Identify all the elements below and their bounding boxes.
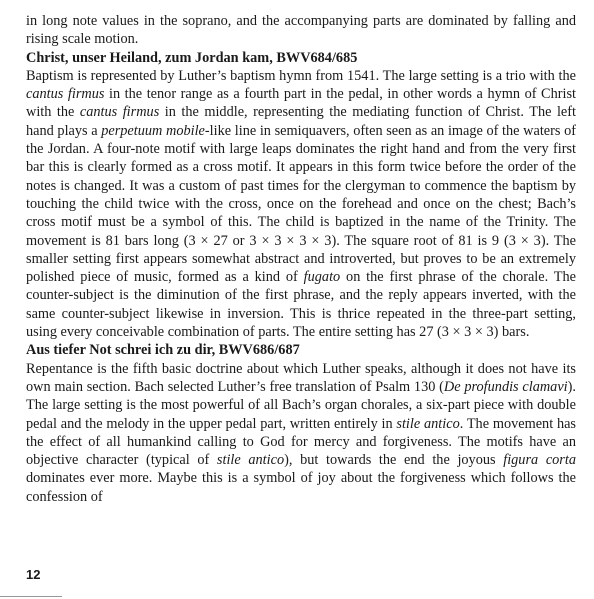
text-run: . The movement has the effect of all humankind calling to God for mercy and forgiveness. The motifs have an objective character (typical of xyxy=(26,415,576,469)
text-run: in the tenor range as a fourth part in the pedal, in other words a hymn of Christ with the xyxy=(26,86,576,121)
text-run: in the middle, representing the mediating function of Christ. The left hand plays a xyxy=(26,104,576,139)
italic-term: cantus firmus xyxy=(79,104,160,121)
italic-term: De profundis clamavi xyxy=(443,378,568,395)
footer-rule xyxy=(0,596,62,597)
text-run: ). The large setting is the most powerful of all Bach’s organ chorales, a six-part piece with double pedal and the melody in the upper pedal part, written entirely in xyxy=(26,378,576,432)
italic-term: stile antico xyxy=(216,452,285,469)
text-run: on the first phrase of the chorale. The counter-subject is the diminution of the first phrase, and the reply appears inverted, with the same counter-subject likewise in inversion. This is thrice repeated in the three-part setting, using every conceivable combination of parts. The entire setting has 27 (3 × 3 × 3) bars. xyxy=(26,269,576,341)
section-heading-bwv686: Aus tiefer Not schrei ich zu dir, BWV686/687 xyxy=(26,342,300,359)
text-run: ), but towards the end the joyous xyxy=(284,452,504,469)
section-paragraph-bwv686 xyxy=(26,360,576,506)
italic-term: figura corta xyxy=(503,452,576,469)
intro-paragraph: in long note values in the soprano, and the accompanying parts are dominated by falling and rising scale motion. xyxy=(26,13,576,48)
italic-term: stile antico xyxy=(396,415,460,432)
text-run: dominates ever more. Maybe this is a symbol of joy about the forgiveness which follows the confession of xyxy=(26,470,576,505)
italic-term: perpetuum mobile xyxy=(101,122,205,139)
text-run: Baptism is represented by Luther’s baptism hymn from 1541. The large setting is a trio with the xyxy=(26,67,576,84)
italic-term: cantus firmus xyxy=(26,86,105,103)
text-run: -like line in semiquavers, often seen as an image of the waters of the Jordan. A four-note motif with large leaps dominates the right hand and from the very first bar this is clearly formed as a cross motif. It appears in this form twice before the order of the notes is changed. It was a custom of past times for the clergyman to commence the baptism by touching the child twice with the cross, once on the forehead and once on the chest; Bach’s cross motif must be a symbol of this. The child is baptized in the name of the Trinity. The movement is 81 bars long (3 × 27 or 3 × 3 × 3 × 3). The square root of 81 is 9 (3 × 3). The smaller setting first appears somewhat abstract and introverted, but proves to be an extremely polished piece of music, formed as a kind of xyxy=(26,122,577,286)
italic-term: fugato xyxy=(303,269,341,286)
section-heading-bwv684: Christ, unser Heiland, zum Jordan kam, BWV684/685 xyxy=(26,49,358,66)
text-run: Repentance is the fifth basic doctrine about which Luther speaks, although it does not have its own main section. Bach selected Luther’s free translation of Psalm 130 ( xyxy=(26,360,576,395)
section-paragraph-bwv684 xyxy=(26,67,576,341)
page-body xyxy=(26,12,576,506)
page-number: 12 xyxy=(26,567,41,582)
